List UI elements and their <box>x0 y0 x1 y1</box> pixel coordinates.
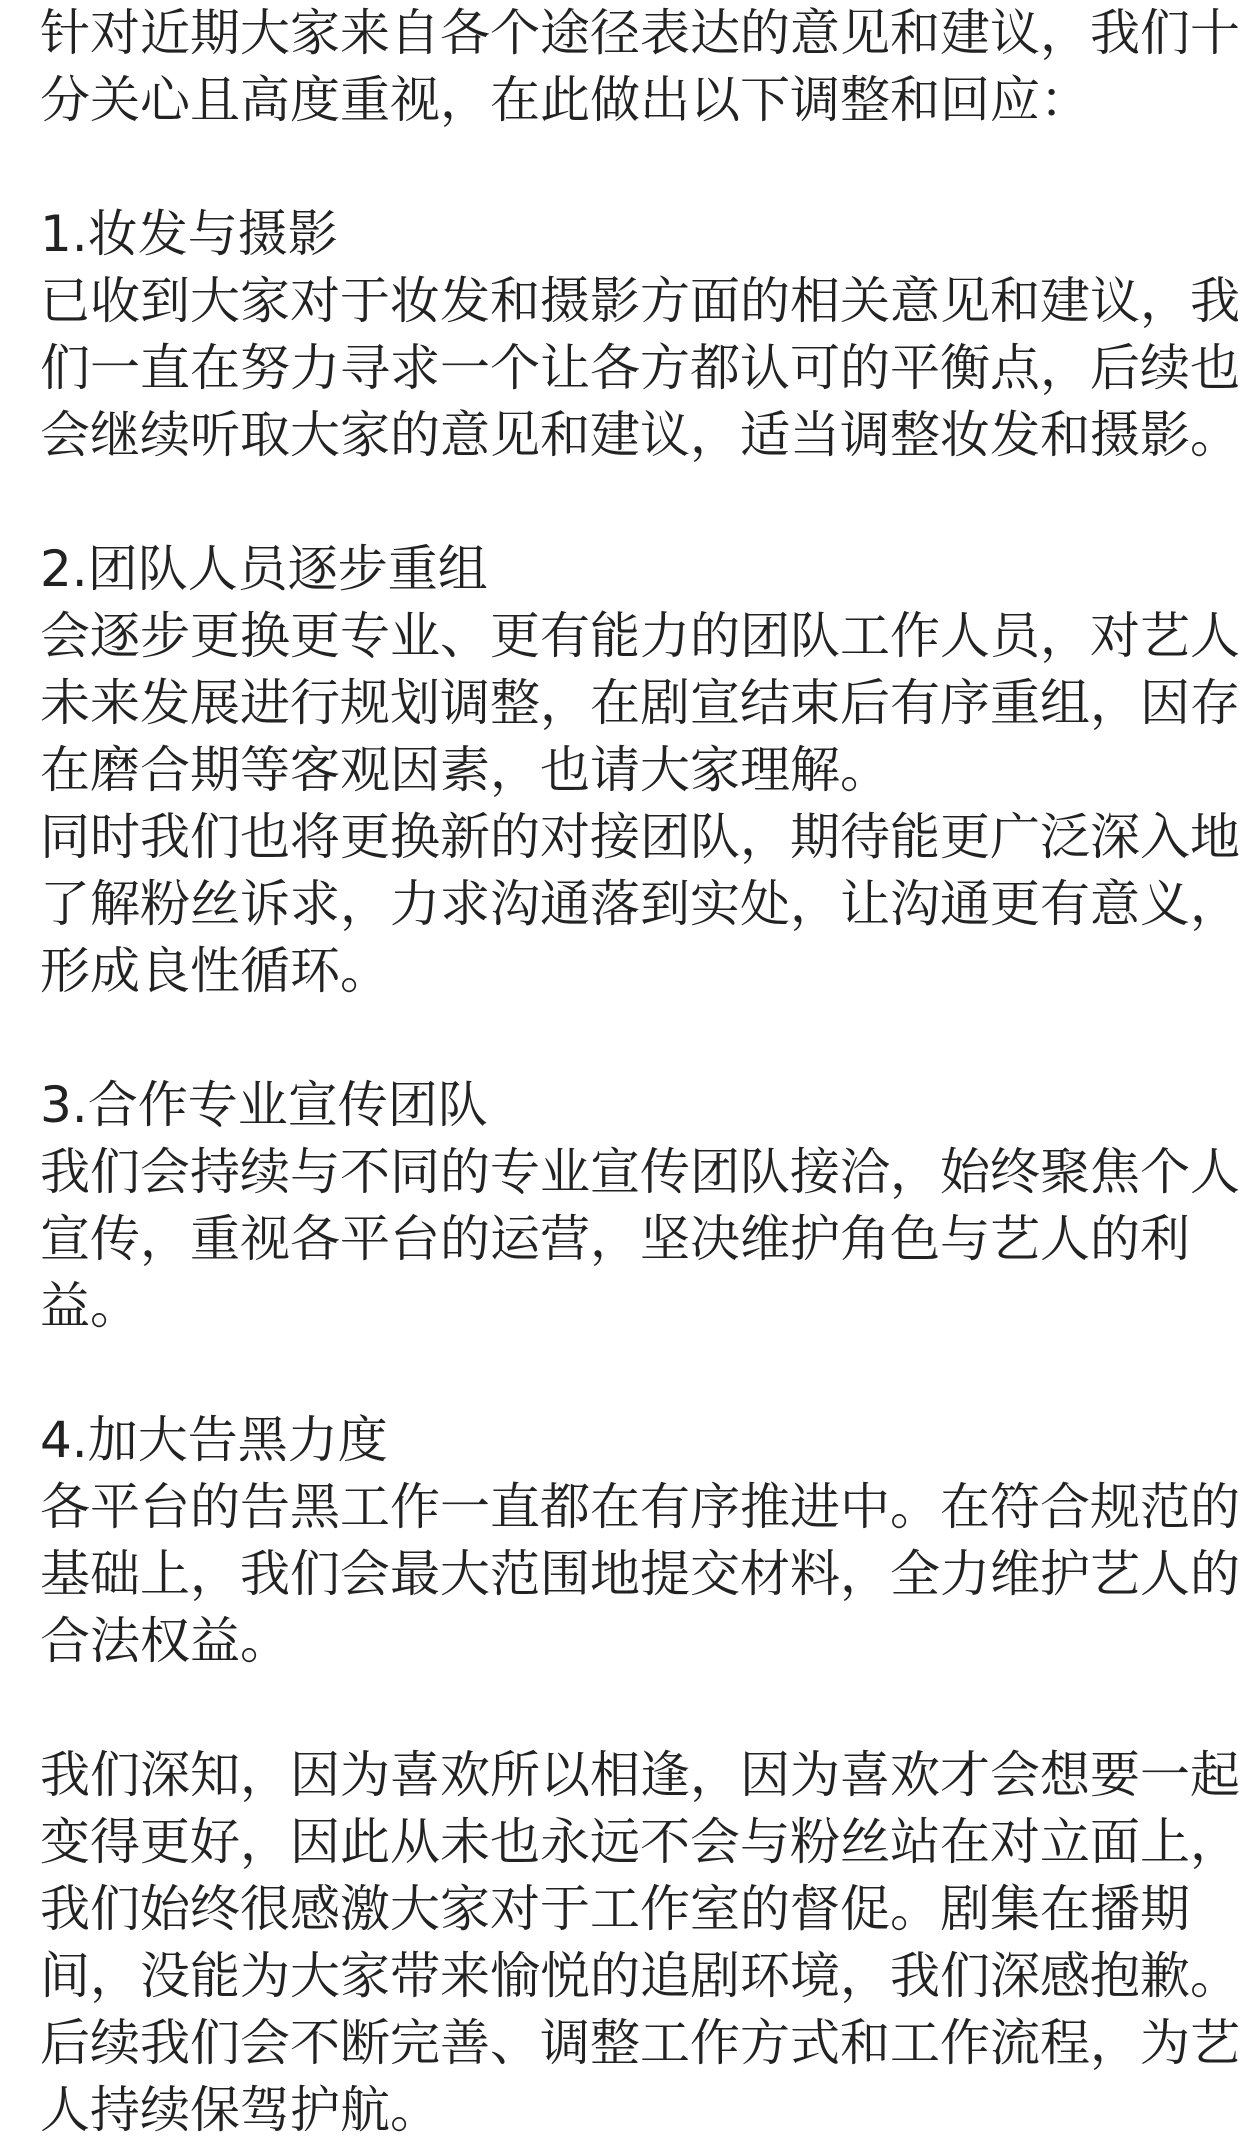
closing-line: 人持续保驾护航。 <box>40 2081 440 2139</box>
section-line: 同时我们也将更换新的对接团队，期待能更广泛深入地 <box>40 808 1240 866</box>
closing-line: 变得更好，因此从未也永远不会与粉丝站在对立面上， <box>40 1813 1240 1871</box>
closing-line: 我们深知，因为喜欢所以相逢，因为喜欢才会想要一起 <box>40 1746 1240 1804</box>
statement-document <box>40 0 1240 2144</box>
section-heading: 1.妆发与摄影 <box>40 205 338 263</box>
paragraph-gap <box>40 469 1220 536</box>
section-line: 合法权益。 <box>40 1612 290 1670</box>
section-team-restructure <box>40 536 1240 1005</box>
section-line: 在磨合期等客观因素，也请大家理解。 <box>40 741 890 799</box>
paragraph-gap <box>40 1340 1220 1407</box>
section-promotion-team <box>40 1072 1240 1340</box>
section-makeup-photography <box>40 201 1240 469</box>
intro-paragraph <box>40 0 1240 134</box>
section-line: 我们会持续与不同的专业宣传团队接洽，始终聚焦个人 <box>40 1143 1240 1201</box>
closing-line: 间，没能为大家带来愉悦的追剧环境，我们深感抱歉。 <box>40 1947 1240 2005</box>
section-heading: 2.团队人员逐步重组 <box>40 540 488 598</box>
paragraph-gap <box>40 1005 1220 1072</box>
section-line: 形成良性循环。 <box>40 942 390 1000</box>
closing-line: 后续我们会不断完善、调整工作方式和工作流程，为艺 <box>40 2014 1240 2072</box>
section-line: 会逐步更换更专业、更有能力的团队工作人员，对艺人 <box>40 607 1240 665</box>
section-line: 益。 <box>40 1277 140 1335</box>
closing-line: 我们始终很感激大家对于工作室的督促。剧集在播期 <box>40 1880 1190 1938</box>
section-anti-defamation <box>40 1407 1240 1675</box>
section-heading: 3.合作专业宣传团队 <box>40 1076 488 1134</box>
section-line: 了解粉丝诉求，力求沟通落到实处，让沟通更有意义， <box>40 875 1240 933</box>
section-heading: 4.加大告黑力度 <box>40 1411 388 1469</box>
section-line: 会继续听取大家的意见和建议，适当调整妆发和摄影。 <box>40 406 1240 464</box>
paragraph-gap <box>40 1675 1220 1742</box>
section-line: 们一直在努力寻求一个让各方都认可的平衡点，后续也 <box>40 339 1240 397</box>
intro-line: 针对近期大家来自各个途径表达的意见和建议，我们十 <box>40 4 1240 62</box>
intro-line: 分关心且高度重视，在此做出以下调整和回应： <box>40 71 1090 129</box>
section-line: 已收到大家对于妆发和摄影方面的相关意见和建议，我 <box>40 272 1240 330</box>
section-line: 宣传，重视各平台的运营，坚决维护角色与艺人的利 <box>40 1210 1190 1268</box>
section-line: 各平台的告黑工作一直都在有序推进中。在符合规范的 <box>40 1478 1240 1536</box>
paragraph-gap <box>40 134 1220 201</box>
section-line: 未来发展进行规划调整，在剧宣结束后有序重组，因存 <box>40 674 1240 732</box>
closing-paragraph <box>40 1742 1240 2144</box>
section-line: 基础上，我们会最大范围地提交材料，全力维护艺人的 <box>40 1545 1240 1603</box>
